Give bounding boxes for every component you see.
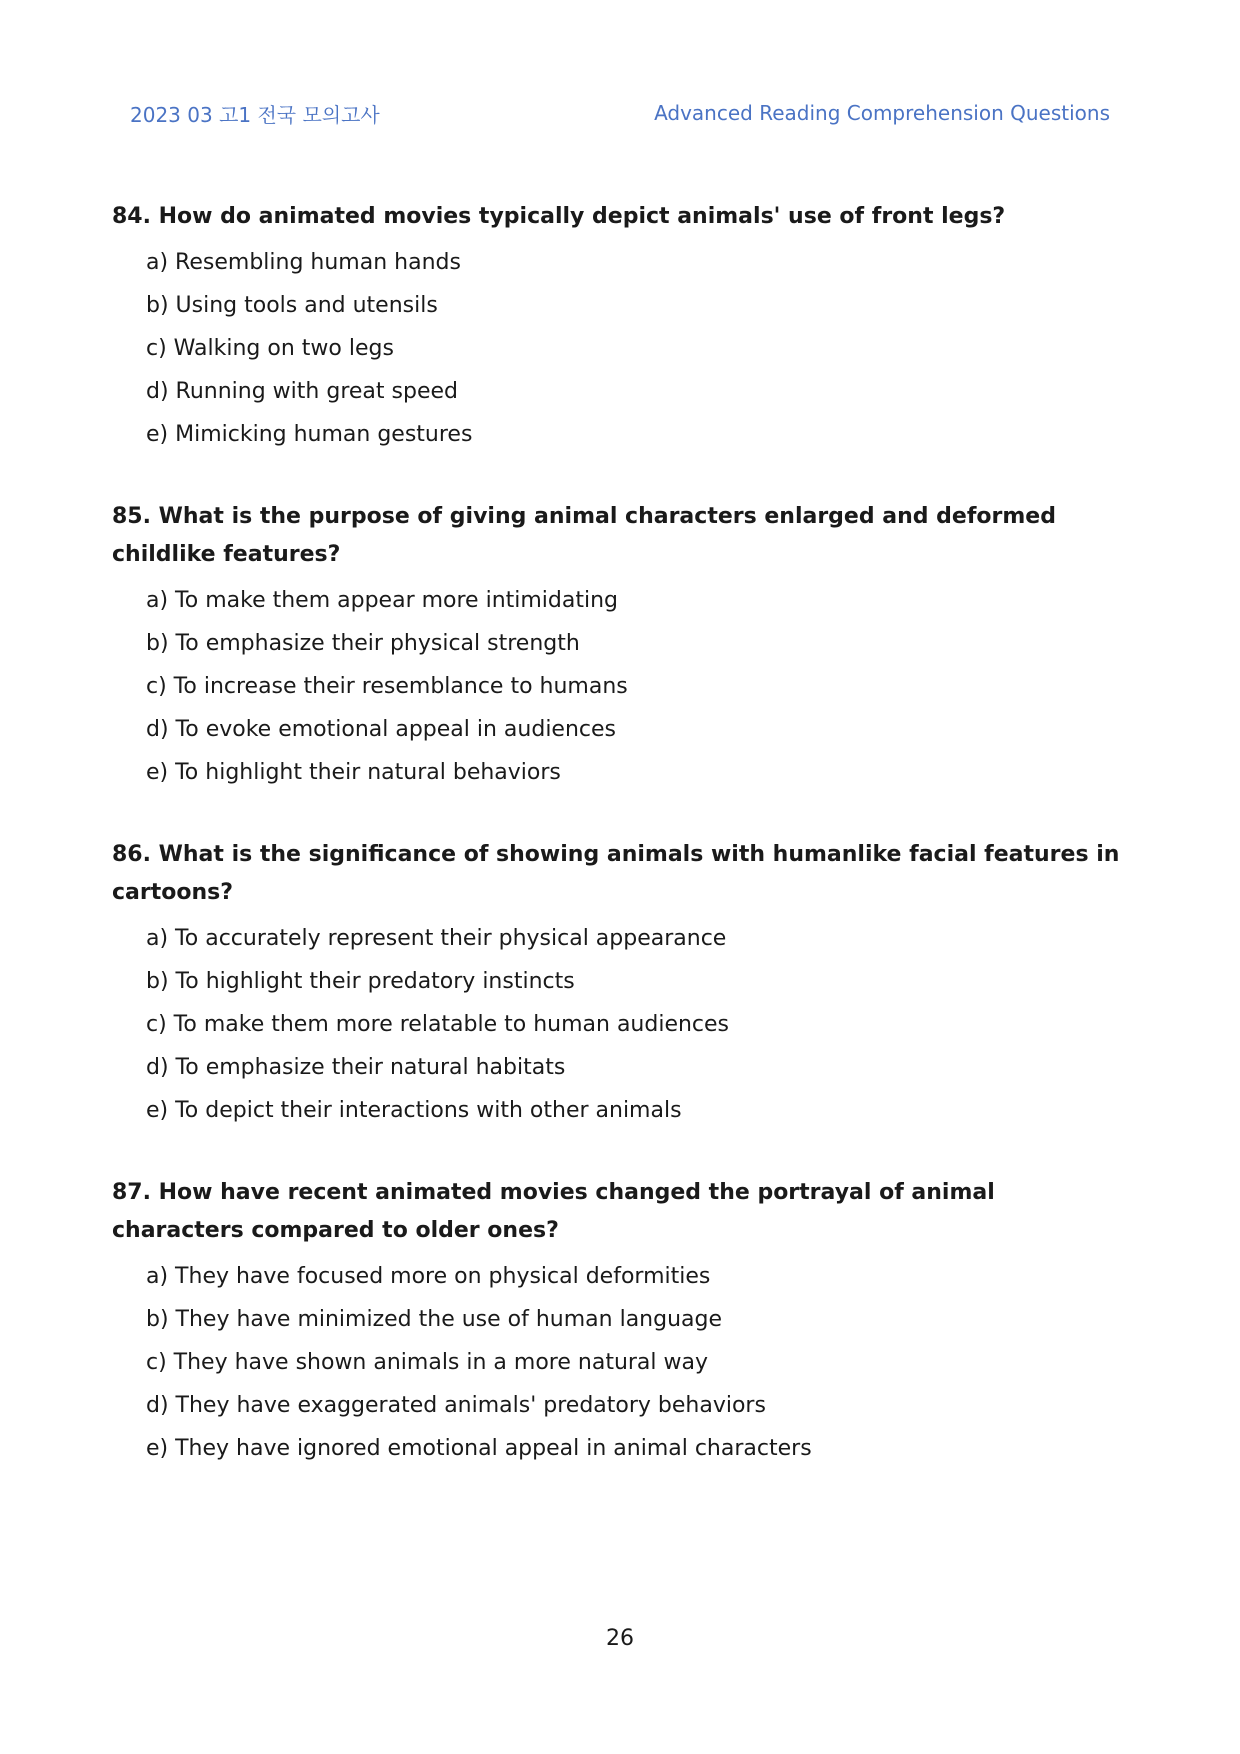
page-number: 26 — [606, 1626, 634, 1651]
question-title: 87. How have recent animated movies changed the portrayal of animal characters compared to older ones? — [112, 1180, 995, 1243]
question-84 — [112, 198, 1132, 456]
option-a: a) To make them appear more intimidating — [146, 588, 619, 613]
option-a: a) They have focused more on physical deformities — [146, 1264, 711, 1289]
option-d: d) To emphasize their natural habitats — [146, 1055, 566, 1080]
question-title: 86. What is the significance of showing animals with humanlike facial features in cartoons? — [112, 842, 1120, 905]
option-b: b) To highlight their predatory instincts — [146, 969, 575, 994]
option-b: b) Using tools and utensils — [146, 293, 438, 318]
option-c: c) To increase their resemblance to humans — [146, 674, 628, 699]
option-d: d) To evoke emotional appeal in audiences — [146, 717, 617, 742]
question-86 — [112, 836, 1132, 1132]
option-c: c) They have shown animals in a more natural way — [146, 1350, 709, 1375]
header-section-title: Advanced Reading Comprehension Questions — [654, 101, 1110, 125]
page-header — [130, 98, 1110, 128]
option-list — [112, 917, 1132, 1132]
option-b: b) They have minimized the use of human language — [146, 1307, 723, 1332]
option-a: a) Resembling human hands — [146, 250, 461, 275]
option-a: a) To accurately represent their physical appearance — [146, 926, 727, 951]
option-c: c) To make them more relatable to human audiences — [146, 1012, 730, 1037]
option-e: e) To depict their interactions with other animals — [146, 1098, 682, 1123]
question-87 — [112, 1174, 1132, 1470]
option-list — [112, 241, 1132, 456]
option-list — [112, 1255, 1132, 1470]
option-e: e) Mimicking human gestures — [146, 422, 473, 447]
option-d: d) Running with great speed — [146, 379, 458, 404]
question-list — [112, 198, 1132, 1512]
option-list — [112, 579, 1132, 794]
option-c: c) Walking on two legs — [146, 336, 394, 361]
option-e: e) They have ignored emotional appeal in animal characters — [146, 1436, 812, 1461]
question-title: 85. What is the purpose of giving animal characters enlarged and deformed childlike features? — [112, 504, 1056, 567]
option-d: d) They have exaggerated animals' predatory behaviors — [146, 1393, 766, 1418]
option-b: b) To emphasize their physical strength — [146, 631, 580, 656]
question-85 — [112, 498, 1132, 794]
option-e: e) To highlight their natural behaviors — [146, 760, 561, 785]
question-title: 84. How do animated movies typically depict animals' use of front legs? — [112, 204, 1006, 229]
header-exam-title: 2023 03 고1 전국 모의고사 — [130, 102, 380, 127]
